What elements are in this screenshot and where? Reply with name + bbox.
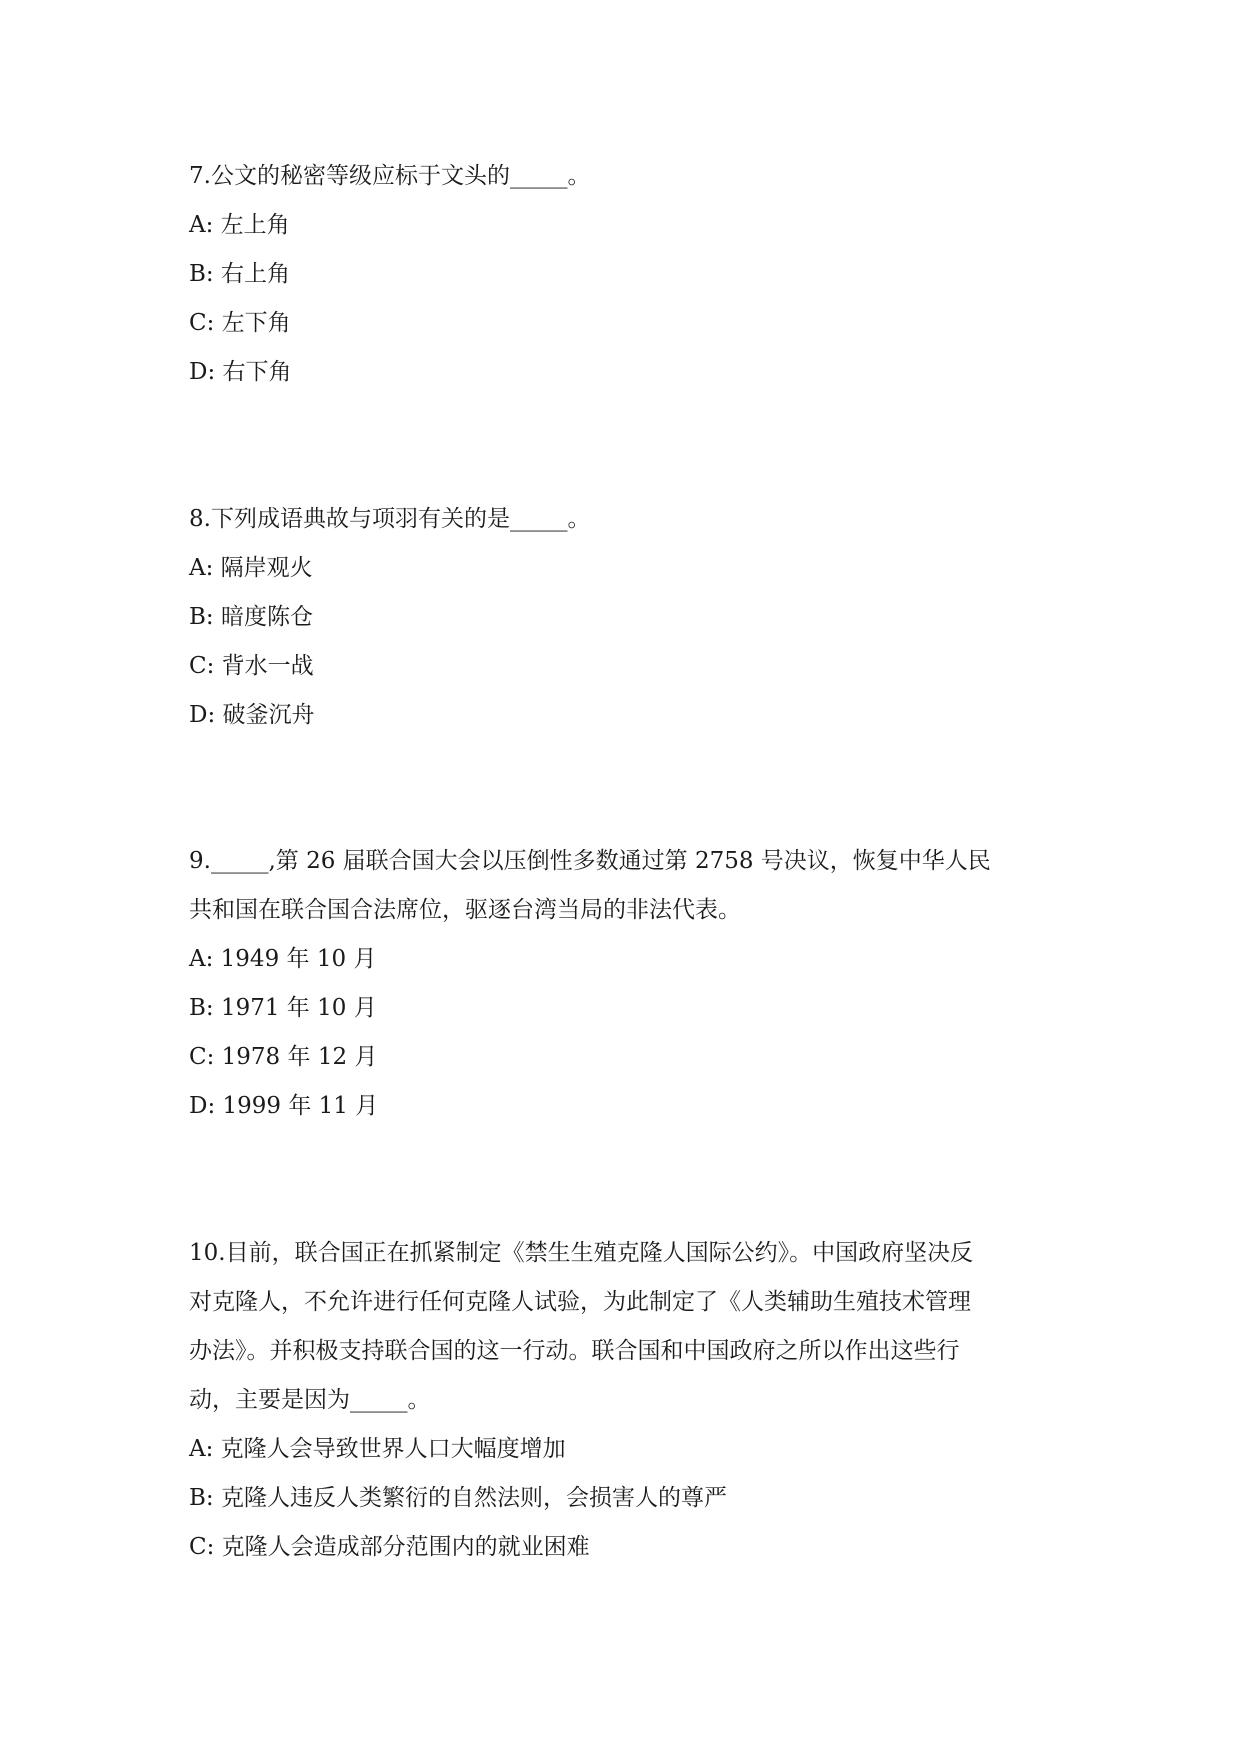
question-7: [189, 152, 1049, 397]
option-c: C: 左下角: [189, 310, 291, 336]
option-b: B: 克隆人违反人类繁衍的自然法则，会损害人的尊严: [189, 1485, 727, 1511]
question-stem-line-1: 9._____,第 26 届联合国大会以压倒性多数通过第 2758 号决议，恢复中华人民: [189, 848, 991, 874]
question-stem-line-4: 动，主要是因为_____。: [189, 1387, 431, 1413]
question-stem-line-2: 对克隆人，不允许进行任何克隆人试验，为此制定了《人类辅助生殖技术管理: [189, 1289, 971, 1315]
question-9: [189, 837, 1049, 1131]
question-stem: 7.公文的秘密等级应标于文头的_____。: [189, 163, 591, 189]
option-c: C: 背水一战: [189, 653, 314, 679]
option-b: B: 暗度陈仓: [189, 604, 313, 630]
question-stem-line-3: 办法》。并积极支持联合国的这一行动。联合国和中国政府之所以作出这些行: [189, 1338, 960, 1364]
option-a: A: 1949 年 10 月: [189, 946, 377, 972]
question-stem-line-2: 共和国在联合国合法席位，驱逐台湾当局的非法代表。: [189, 897, 741, 923]
option-a: A: 左上角: [189, 212, 290, 238]
option-a: A: 隔岸观火: [189, 555, 313, 581]
option-d: D: 右下角: [189, 359, 292, 385]
question-8: [189, 495, 1049, 740]
question-10: [189, 1229, 1049, 1572]
option-c: C: 克隆人会造成部分范围内的就业困难: [189, 1534, 590, 1560]
option-b: B: 1971 年 10 月: [189, 995, 377, 1021]
question-stem: 8.下列成语典故与项羽有关的是_____。: [189, 506, 591, 532]
option-a: A: 克隆人会导致世界人口大幅度增加: [189, 1436, 566, 1462]
option-c: C: 1978 年 12 月: [189, 1044, 378, 1070]
question-stem-line-1: 10.目前，联合国正在抓紧制定《禁生生殖克隆人国际公约》。中国政府坚决反: [189, 1240, 974, 1266]
option-b: B: 右上角: [189, 261, 290, 287]
option-d: D: 1999 年 11 月: [189, 1093, 379, 1119]
option-d: D: 破釜沉舟: [189, 702, 315, 728]
